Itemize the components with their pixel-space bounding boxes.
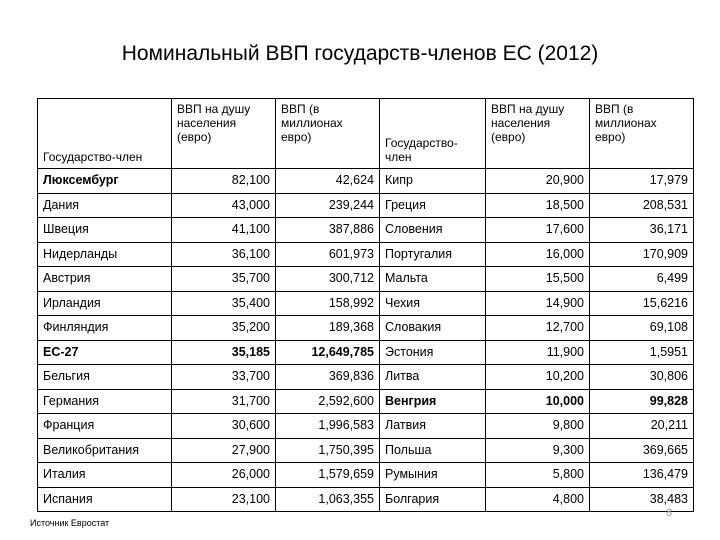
table-header-row: [38, 99, 694, 169]
cell-right-per-capita: 20,900: [486, 169, 590, 194]
cell-right-state: Литва: [380, 365, 486, 390]
cell-left-state: Швеция: [38, 218, 172, 243]
cell-left-state: Финляндия: [38, 316, 172, 341]
cell-left-per-capita: 33,700: [172, 365, 276, 390]
cell-right-per-capita: 4,800: [486, 487, 590, 512]
table-row: [38, 365, 694, 390]
cell-right-per-capita: 9,300: [486, 438, 590, 463]
cell-right-millions: 1,5951: [590, 340, 694, 365]
cell-right-millions: 369,665: [590, 438, 694, 463]
cell-right-state: Эстония: [380, 340, 486, 365]
cell-left-state: Ирландия: [38, 291, 172, 316]
cell-left-millions: 1,750,395: [276, 438, 380, 463]
cell-right-per-capita: 15,500: [486, 267, 590, 292]
cell-left-per-capita: 41,100: [172, 218, 276, 243]
cell-right-state: Чехия: [380, 291, 486, 316]
cell-right-state: Венгрия: [380, 389, 486, 414]
cell-left-state: ЕС-27: [38, 340, 172, 365]
cell-right-millions: 69,108: [590, 316, 694, 341]
table-row: [38, 463, 694, 488]
cell-left-millions: 42,624: [276, 169, 380, 194]
cell-right-per-capita: 10,000: [486, 389, 590, 414]
cell-left-millions: 601,973: [276, 242, 380, 267]
cell-right-per-capita: 11,900: [486, 340, 590, 365]
cell-left-state: Люксембург: [38, 169, 172, 194]
cell-right-state: Греция: [380, 193, 486, 218]
cell-right-state: Латвия: [380, 414, 486, 439]
cell-left-state: Дания: [38, 193, 172, 218]
cell-right-state: Португалия: [380, 242, 486, 267]
cell-left-millions: 369,836: [276, 365, 380, 390]
header-gdp-millions-left: ВВП (в миллионах евро): [276, 99, 380, 169]
cell-left-per-capita: 31,700: [172, 389, 276, 414]
gdp-table: [37, 98, 694, 512]
cell-left-state: Нидерланды: [38, 242, 172, 267]
table-row: [38, 487, 694, 512]
cell-left-per-capita: 36,100: [172, 242, 276, 267]
page-number: 8: [666, 507, 673, 519]
header-state-left: Государство-член: [38, 99, 172, 169]
header-gdp-per-capita-right: ВВП на душу населения (евро): [486, 99, 590, 169]
cell-right-state: Словакия: [380, 316, 486, 341]
table-row: [38, 218, 694, 243]
cell-left-state: Бельгия: [38, 365, 172, 390]
cell-right-millions: 136,479: [590, 463, 694, 488]
header-gdp-per-capita-left: ВВП на душу населения (евро): [172, 99, 276, 169]
cell-left-per-capita: 35,185: [172, 340, 276, 365]
cell-right-per-capita: 17,600: [486, 218, 590, 243]
table-row: [38, 340, 694, 365]
cell-right-millions: 38,483: [590, 487, 694, 512]
cell-right-state: Мальта: [380, 267, 486, 292]
table-row: [38, 414, 694, 439]
cell-left-millions: 189,368: [276, 316, 380, 341]
cell-left-per-capita: 30,600: [172, 414, 276, 439]
cell-right-per-capita: 9,800: [486, 414, 590, 439]
cell-right-per-capita: 18,500: [486, 193, 590, 218]
cell-right-per-capita: 16,000: [486, 242, 590, 267]
cell-left-state: Франция: [38, 414, 172, 439]
cell-left-millions: 1,579,659: [276, 463, 380, 488]
cell-left-state: Великобритания: [38, 438, 172, 463]
cell-right-state: Болгария: [380, 487, 486, 512]
cell-left-state: Германия: [38, 389, 172, 414]
cell-right-state: Кипр: [380, 169, 486, 194]
cell-left-state: Австрия: [38, 267, 172, 292]
cell-right-state: Польша: [380, 438, 486, 463]
cell-right-millions: 36,171: [590, 218, 694, 243]
source-note: Источник Евростат: [30, 518, 110, 528]
cell-left-per-capita: 82,100: [172, 169, 276, 194]
table-row: [38, 267, 694, 292]
cell-left-per-capita: 35,200: [172, 316, 276, 341]
cell-left-millions: 1,063,355: [276, 487, 380, 512]
table-row: [38, 193, 694, 218]
cell-left-millions: 158,992: [276, 291, 380, 316]
cell-left-millions: 1,996,583: [276, 414, 380, 439]
cell-right-millions: 6,499: [590, 267, 694, 292]
cell-left-millions: 300,712: [276, 267, 380, 292]
cell-right-state: Румыния: [380, 463, 486, 488]
cell-right-per-capita: 14,900: [486, 291, 590, 316]
cell-right-millions: 20,211: [590, 414, 694, 439]
table-row: [38, 291, 694, 316]
cell-right-millions: 15,6216: [590, 291, 694, 316]
cell-right-per-capita: 5,800: [486, 463, 590, 488]
cell-left-per-capita: 35,700: [172, 267, 276, 292]
slide-title: Номинальный ВВП государств-членов ЕС (2012): [121, 42, 599, 65]
cell-right-per-capita: 12,700: [486, 316, 590, 341]
cell-right-millions: 30,806: [590, 365, 694, 390]
cell-right-state: Словения: [380, 218, 486, 243]
table-row: [38, 242, 694, 267]
cell-left-per-capita: 35,400: [172, 291, 276, 316]
cell-right-per-capita: 10,200: [486, 365, 590, 390]
table-row: [38, 389, 694, 414]
cell-left-millions: 2,592,600: [276, 389, 380, 414]
cell-left-per-capita: 23,100: [172, 487, 276, 512]
cell-left-per-capita: 26,000: [172, 463, 276, 488]
header-state-right: Государство-член: [380, 99, 486, 169]
table-row: [38, 169, 694, 194]
cell-left-per-capita: 43,000: [172, 193, 276, 218]
cell-left-millions: 239,244: [276, 193, 380, 218]
cell-right-millions: 99,828: [590, 389, 694, 414]
table-row: [38, 316, 694, 341]
header-gdp-millions-right: ВВП (в миллионах евро): [590, 99, 694, 169]
cell-right-millions: 208,531: [590, 193, 694, 218]
cell-left-millions: 12,649,785: [276, 340, 380, 365]
cell-left-state: Италия: [38, 463, 172, 488]
cell-left-per-capita: 27,900: [172, 438, 276, 463]
cell-left-state: Испания: [38, 487, 172, 512]
table-row: [38, 438, 694, 463]
cell-left-millions: 387,886: [276, 218, 380, 243]
cell-right-millions: 17,979: [590, 169, 694, 194]
cell-right-millions: 170,909: [590, 242, 694, 267]
